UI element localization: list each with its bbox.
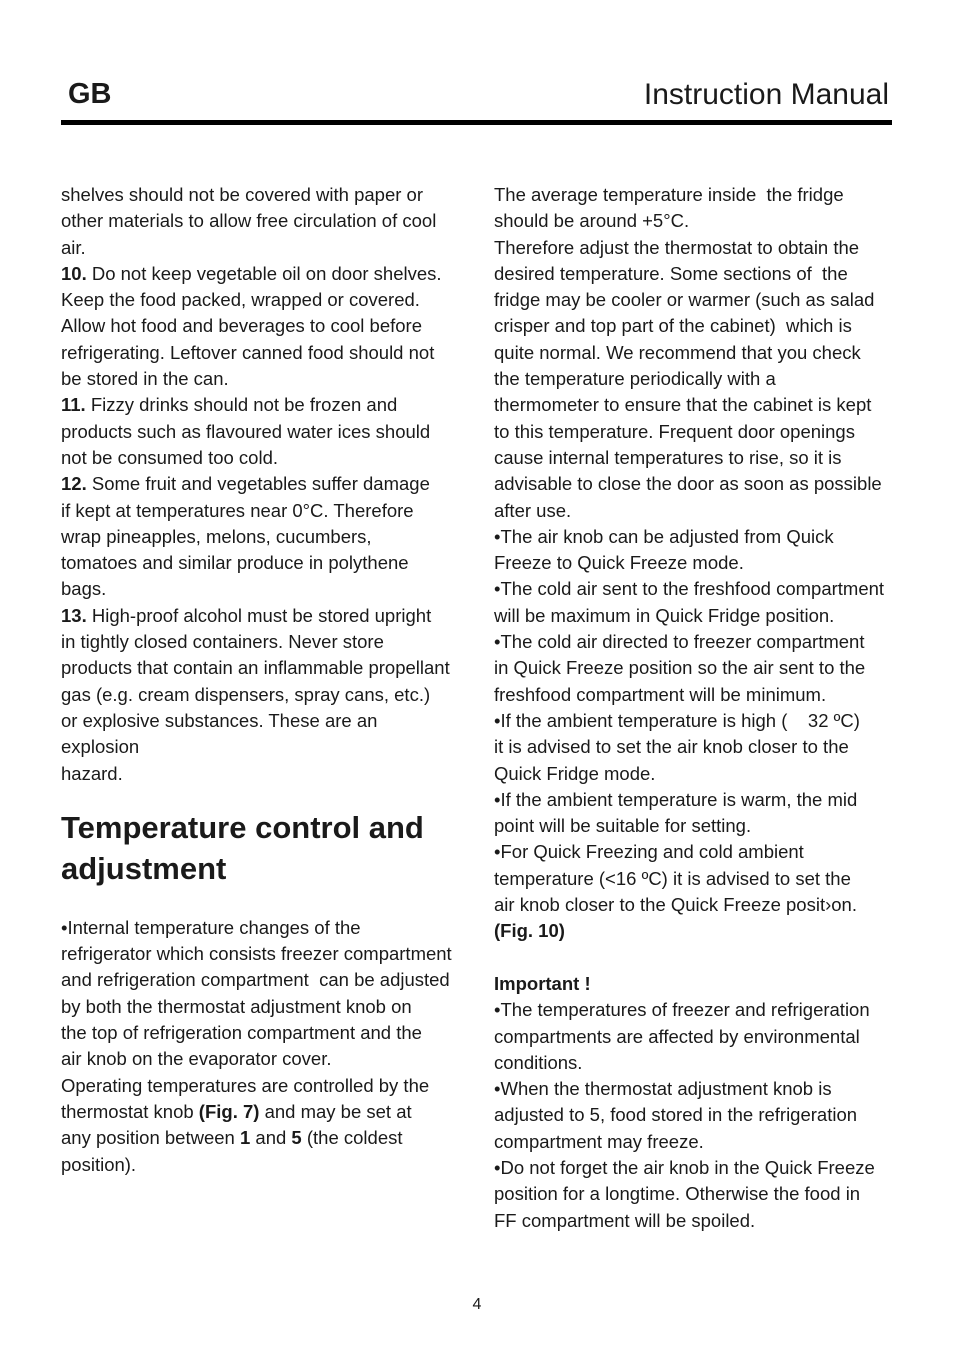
text-line: cause internal temperatures to rise, so it is <box>494 446 842 468</box>
text-line: FF compartment will be spoiled. <box>494 1209 756 1231</box>
text-line: refrigerating. Leftover canned food should not <box>61 341 435 363</box>
text-line: crisper and top part of the cabinet) which is <box>494 315 852 337</box>
text-line: •The cold air directed to freezer compartment <box>494 631 865 653</box>
text-line: air. <box>61 236 86 258</box>
text-line: or explosive substances. These are an <box>61 709 378 731</box>
text-line: thermostat knob (Fig. 7) and may be set at <box>61 1100 412 1122</box>
text-line: in Quick Freeze position so the air sent to the <box>494 657 866 679</box>
text-line: the top of refrigeration compartment and the <box>61 1022 422 1044</box>
text-line: be stored in the can. <box>61 368 229 390</box>
text-line: compartments are affected by environmental <box>494 1025 860 1047</box>
text-line: bags. <box>61 578 107 600</box>
text-line: Fizzy drinks should not be frozen and <box>85 394 398 416</box>
text-line: position for a longtime. Otherwise the food in <box>494 1183 861 1205</box>
text-line: adjusted to 5, food stored in the refrigeration <box>494 1104 858 1126</box>
important-note <box>494 971 904 1234</box>
section-heading: Temperature control and adjustment <box>61 809 424 886</box>
temperature-paragraph <box>61 915 471 1178</box>
text-line: in tightly closed containers. Never store <box>61 631 384 653</box>
text-line: •Internal temperature changes of the <box>61 916 361 938</box>
text-line: and refrigeration compartment can be adjusted <box>61 969 450 991</box>
figure-reference: (Fig. 10) <box>494 920 565 942</box>
text-line: after use. <box>494 499 572 521</box>
text-line: advisable to close the door as soon as possible <box>494 473 882 495</box>
text-line: explosion <box>61 736 140 758</box>
text-line: quite normal. We recommend that you check <box>494 341 861 363</box>
item-number: 12. <box>61 473 87 495</box>
text-line: to this temperature. Frequent door openings <box>494 420 855 442</box>
text-line: Allow hot food and beverages to cool before <box>61 315 422 337</box>
text-line: temperature (<16 ºC) it is advised to set the <box>494 867 851 889</box>
text-line: Freeze to Quick Freeze mode. <box>494 552 744 574</box>
text-line: position). <box>61 1153 137 1175</box>
text-line: hazard. <box>61 762 123 784</box>
page-number: 4 <box>472 1296 482 1313</box>
text-line: thermometer to ensure that the cabinet is kept <box>494 394 872 416</box>
text-line: •Do not forget the air knob in the Quick Freeze <box>494 1156 875 1178</box>
text-line: air knob on the evaporator cover. <box>61 1048 332 1070</box>
text-line: will be maximum in Quick Fridge position. <box>494 604 835 626</box>
text-line: •If the ambient temperature is high ( 32 ºC) <box>494 709 860 731</box>
text-line: refrigerator which consists freezer compartment <box>61 943 452 965</box>
text-line: •When the thermostat adjustment knob is <box>494 1078 832 1100</box>
text-line: the temperature periodically with a <box>494 368 776 390</box>
text-line: desired temperature. Some sections of the <box>494 262 848 284</box>
text-line: Some fruit and vegetables suffer damage <box>86 473 430 495</box>
text-line: any position between 1 and 5 (the coldest <box>61 1127 403 1149</box>
text-line: shelves should not be covered with paper or <box>61 184 423 205</box>
header-rule <box>61 120 892 125</box>
text-line: should be around +5°C. <box>494 210 690 232</box>
text-line: air knob closer to the Quick Freeze posit›on. <box>494 894 857 916</box>
list-item-10 <box>61 261 471 392</box>
right-column <box>494 182 904 1234</box>
text-line: tomatoes and similar produce in polythene <box>61 552 409 574</box>
text-line: The average temperature inside the fridge <box>494 184 844 205</box>
intro-paragraph <box>61 182 471 261</box>
list-item-12 <box>61 471 471 602</box>
text-line: High-proof alcohol must be stored upright <box>86 604 432 626</box>
text-line: compartment may freeze. <box>494 1130 704 1152</box>
document-title: Instruction Manual <box>643 78 889 111</box>
text-line: products such as flavoured water ices should <box>61 420 431 442</box>
text-line: other materials to allow free circulation of cool <box>61 210 437 232</box>
list-item-13 <box>61 603 471 787</box>
text-line: •If the ambient temperature is warm, the mid <box>494 788 858 810</box>
text-line: conditions. <box>494 1051 583 1073</box>
item-number: 13. <box>61 604 87 626</box>
text-line: •The air knob can be adjusted from Quick <box>494 525 834 547</box>
text-line: •For Quick Freezing and cold ambient <box>494 841 804 863</box>
text-line: Do not keep vegetable oil on door shelves. <box>86 262 442 284</box>
text-line: not be consumed too cold. <box>61 446 279 468</box>
text-line: it is advised to set the air knob closer to the <box>494 736 849 758</box>
figure-reference: (Fig. 7) <box>198 1100 260 1122</box>
text-line: by both the thermostat adjustment knob on <box>61 995 412 1017</box>
text-line: if kept at temperatures near 0°C. Therefore <box>61 499 414 521</box>
text-line: Therefore adjust the thermostat to obtain the <box>494 236 860 258</box>
page-header <box>61 74 892 120</box>
text-line: point will be suitable for setting. <box>494 815 752 837</box>
language-code: GB <box>68 78 112 110</box>
text-line: gas (e.g. cream dispensers, spray cans, etc.) <box>61 683 431 705</box>
text-line: freshfood compartment will be minimum. <box>494 683 827 705</box>
text-line: wrap pineapples, melons, cucumbers, <box>61 525 372 547</box>
important-title: Important ! <box>494 972 591 994</box>
text-line: Operating temperatures are controlled by the <box>61 1074 430 1096</box>
text-line: products that contain an inflammable propellant <box>61 657 450 679</box>
item-number: 11. <box>61 394 86 416</box>
thermostat-paragraph <box>494 182 904 945</box>
text-line: Quick Fridge mode. <box>494 762 656 784</box>
item-number: 10. <box>61 262 87 284</box>
text-line: Keep the food packed, wrapped or covered. <box>61 289 420 311</box>
text-line: •The cold air sent to the freshfood compartment <box>494 578 885 600</box>
left-column <box>61 182 471 1178</box>
list-item-11 <box>61 392 471 471</box>
text-line: •The temperatures of freezer and refrigeration <box>494 999 870 1021</box>
text-line: fridge may be cooler or warmer (such as salad <box>494 289 875 311</box>
